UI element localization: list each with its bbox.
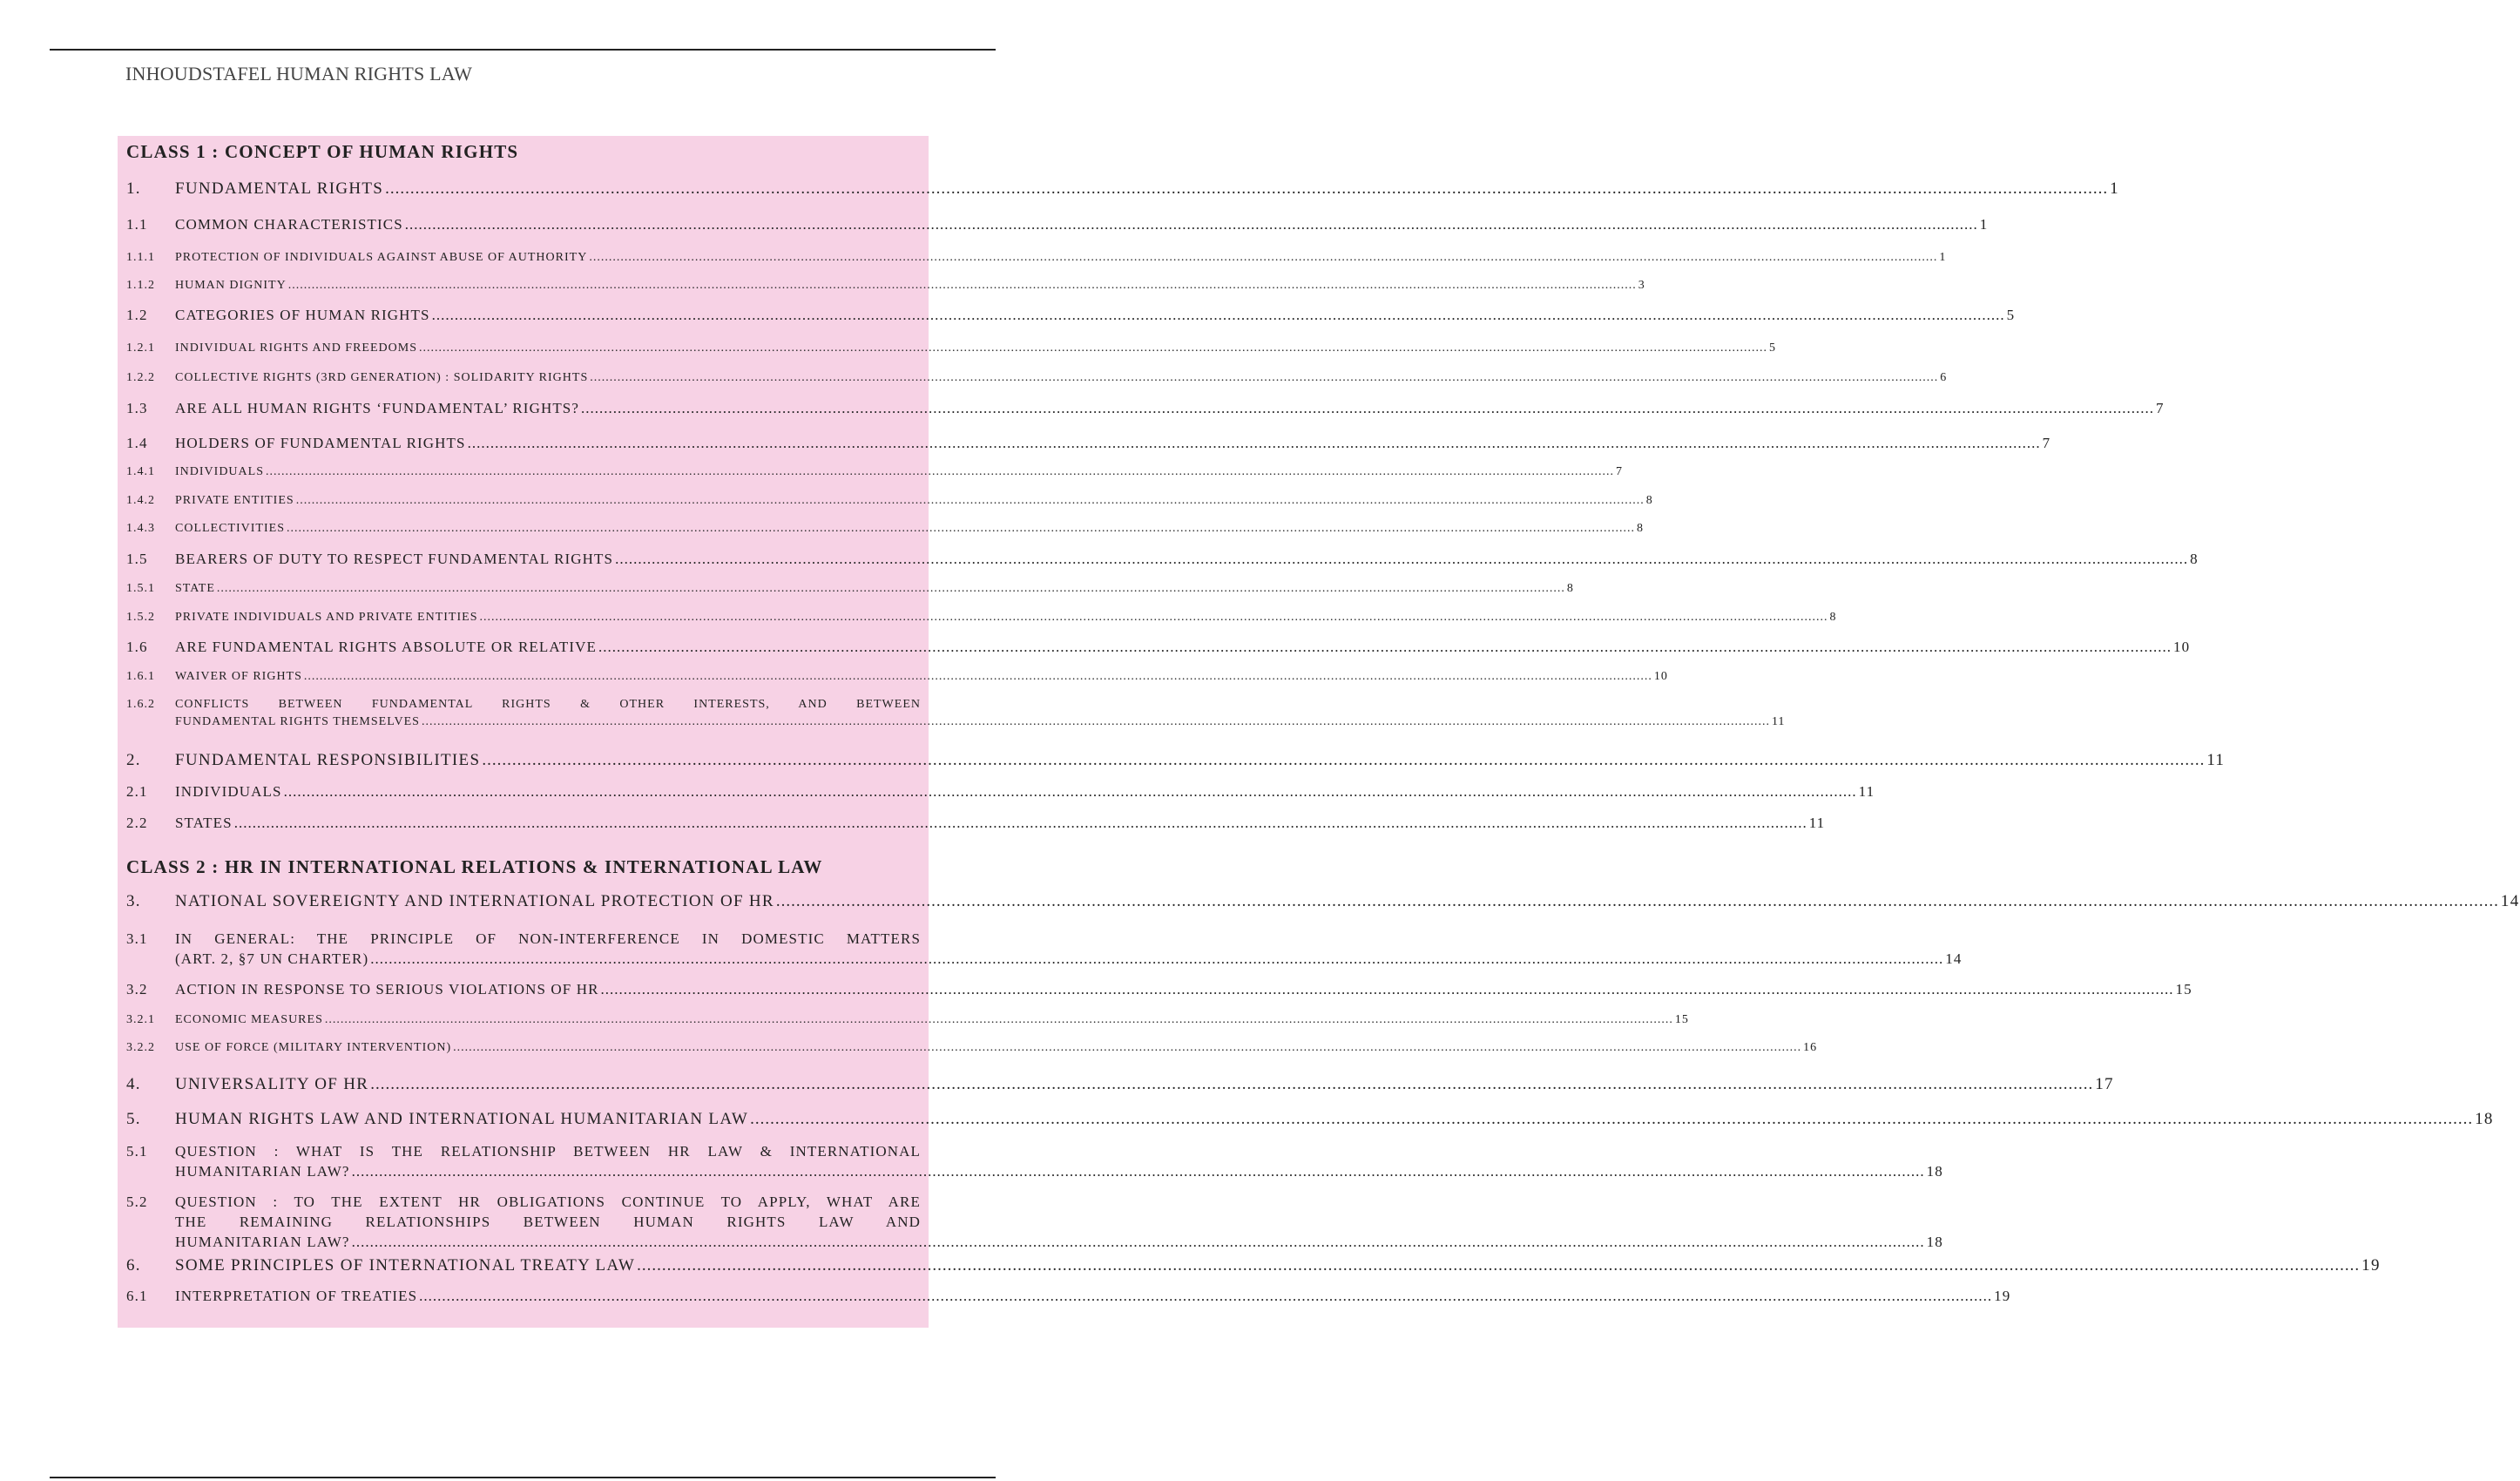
entry-number: 1.2 [126,307,148,323]
toc-entry[interactable] [126,465,1623,479]
entry-number: 1. [126,179,141,198]
toc-entry[interactable] [126,1075,2114,1094]
entry-title-line: (ART. 2, §7 UN CHARTER) [175,950,369,967]
entry-number: 6.1 [126,1288,148,1304]
entry-page: 14 [1945,950,1963,967]
entry-number: 1.2.1 [126,342,155,355]
entry-title: COMMON CHARACTERISTICS [175,216,403,233]
entry-number: 1.4.1 [126,465,155,478]
leader-dots [776,892,2499,911]
leader-dots [453,1041,1801,1055]
leader-dots [234,815,1807,832]
entry-title: ARE FUNDAMENTAL RIGHTS ABSOLUTE OR RELATIVE [175,639,597,655]
toc-entry[interactable] [126,400,2165,417]
entry-page: 7 [2042,435,2051,451]
toc-entry[interactable] [126,494,1653,508]
entry-page: 7 [2156,400,2165,416]
leader-dots [266,465,1614,479]
entry-title: HUMAN DIGNITY [175,279,287,292]
entry-page: 18 [1926,1163,1943,1180]
toc-entry[interactable] [126,670,1668,684]
leader-dots [615,551,2188,568]
entry-number: 1.6 [126,639,148,655]
entry-number: 3.2 [126,981,148,997]
entry-page: 16 [1803,1041,1818,1054]
entry-title: ARE ALL HUMAN RIGHTS ‘FUNDAMENTAL’ RIGHTS? [175,400,580,416]
class-title: CLASS 1 : CONCEPT OF HUMAN RIGHTS [126,141,519,162]
table-of-contents [118,136,2520,1328]
toc-entry[interactable] [126,892,2520,911]
leader-dots [296,494,1645,508]
entry-number: 4. [126,1075,141,1093]
toc-entry[interactable] [126,371,1948,385]
leader-dots [405,216,1978,233]
page-header: INHOUDSTAFEL HUMAN RIGHTS LAW [125,63,473,85]
toc-entry[interactable] [126,251,1947,265]
entry-title-line: THE REMAINING RELATIONSHIPS BETWEEN HUMAN RIGHTS LAW AND [175,1214,921,1230]
entry-page: 1 [2110,179,2119,198]
entry-title: INDIVIDUALS [175,465,264,478]
toc-entry[interactable] [126,1013,1689,1027]
leader-dots [287,522,1635,536]
toc-class-heading [126,141,921,163]
entry-number: 6. [126,1256,141,1275]
entry-number: 1.5.2 [126,611,155,624]
leader-dots [288,279,1637,293]
entry-page: 5 [2006,307,2016,323]
toc-entry[interactable] [126,1110,2494,1129]
entry-title: INTERPRETATION OF TREATIES [175,1288,418,1304]
entry-page: 18 [2475,1110,2494,1128]
entry-number: 1.1.1 [126,251,155,264]
entry-title: HUMAN RIGHTS LAW AND INTERNATIONAL HUMANITARIAN LAW [175,1110,749,1128]
entry-title: ECONOMIC MEASURES [175,1013,323,1026]
toc-entry[interactable] [126,783,1875,801]
leader-dots [482,751,2205,770]
entry-number: 1.2.2 [126,371,155,384]
entry-page: 11 [2206,751,2226,769]
leader-dots [432,307,2005,324]
entry-page: 11 [1858,783,1875,800]
toc-entry[interactable] [126,981,2192,998]
entry-title: PRIVATE ENTITIES [175,494,294,507]
leader-dots [284,783,1857,801]
leader-dots [590,371,1938,385]
top-rule [50,49,996,51]
entry-number: 1.4 [126,435,148,451]
toc-entry[interactable] [126,522,1644,536]
entry-title: SOME PRINCIPLES OF INTERNATIONAL TREATY LAW [175,1256,636,1275]
toc-entry[interactable] [126,639,2191,656]
entry-number: 1.1.2 [126,279,155,292]
leader-dots [589,251,1937,265]
entry-title: PRIVATE INDIVIDUALS AND PRIVATE ENTITIES [175,611,478,624]
entry-page: 18 [1926,1234,1943,1250]
entry-page: 14 [2500,892,2520,910]
entry-title-line: QUESTION : WHAT IS THE RELATIONSHIP BETWEEN HR LAW & INTERNATIONAL [175,1143,921,1160]
toc-entry[interactable] [126,435,2051,452]
leader-dots [217,582,1565,596]
entry-title: USE OF FORCE (MILITARY INTERVENTION) [175,1041,452,1054]
class-title: CLASS 2 : HR IN INTERNATIONAL RELATIONS & INTERNATIONAL LAW [126,856,823,877]
leader-dots [479,611,1828,625]
entry-number: 1.4.2 [126,494,155,507]
entry-number: 1.1 [126,216,148,233]
entry-page: 11 [1808,815,1826,831]
entry-number: 1.3 [126,400,148,416]
toc-entry[interactable] [126,216,1989,233]
entry-number: 1.5 [126,551,148,567]
entry-page: 8 [1645,494,1653,507]
toc-entry[interactable] [126,342,1776,355]
entry-number: 5.1 [126,1143,148,1160]
entry-page: 11 [1771,715,1786,728]
entry-number: 2. [126,751,141,769]
entry-page: 15 [1674,1013,1689,1026]
entry-page: 19 [2361,1256,2381,1275]
entry-title: ACTION IN RESPONSE TO SERIOUS VIOLATIONS OF HR [175,981,599,997]
entry-page: 19 [1994,1288,2011,1304]
toc-entry[interactable] [126,1256,2381,1275]
entry-title: FUNDAMENTAL RIGHTS [175,179,384,198]
toc-entry[interactable] [126,1143,1943,1180]
leader-dots [468,435,2041,452]
entry-title: NATIONAL SOVEREIGNTY AND INTERNATIONAL PROTECTION OF HR [175,892,774,910]
leader-dots [750,1110,2473,1129]
toc-entry[interactable] [126,930,1963,968]
entry-number: 3.2.1 [126,1013,155,1026]
toc-entry[interactable] [126,698,1786,729]
entry-number: 3.1 [126,930,148,947]
toc-entry[interactable] [126,1194,1943,1251]
entry-page: 1 [1979,216,1989,233]
entry-title: STATE [175,582,215,595]
entry-title: HOLDERS OF FUNDAMENTAL RIGHTS [175,435,466,451]
toc-entry[interactable] [126,582,1574,596]
entry-title: FUNDAMENTAL RESPONSIBILITIES [175,751,481,769]
entry-page: 7 [1616,465,1623,478]
leader-dots [419,342,1767,355]
entry-title: CATEGORIES OF HUMAN RIGHTS [175,307,430,323]
entry-title: WAIVER OF RIGHTS [175,670,302,683]
entry-title: INDIVIDUAL RIGHTS AND FREEDOMS [175,342,417,355]
toc-entry[interactable] [126,751,2226,770]
entry-page: 3 [1638,279,1645,292]
toc-entry[interactable] [126,279,1645,293]
leader-dots [304,670,1652,684]
toc-class-heading [126,856,921,878]
entry-page: 5 [1768,342,1776,355]
toc-entry[interactable] [126,815,1826,832]
entry-title-line: IN GENERAL: THE PRINCIPLE OF NON-INTERFERENCE IN DOMESTIC MATTERS [175,930,921,947]
entry-number: 1.4.3 [126,522,155,535]
toc-entry[interactable] [126,611,1837,625]
entry-title-line: QUESTION : TO THE EXTENT HR OBLIGATIONS CONTINUE TO APPLY, WHAT ARE [175,1194,921,1210]
toc-entry[interactable] [126,551,2199,568]
entry-title: COLLECTIVE RIGHTS (3RD GENERATION) : SOLIDARITY RIGHTS [175,371,589,384]
leader-dots [352,1163,1925,1180]
leader-dots [325,1013,1673,1027]
entry-number: 1.6.2 [126,698,155,711]
entry-number: 1.5.1 [126,582,155,595]
entry-title-line: FUNDAMENTAL RIGHTS THEMSELVES [175,715,420,728]
entry-title-line: HUMANITARIAN LAW? [175,1234,350,1250]
entry-number: 1.6.1 [126,670,155,683]
entry-number: 2.2 [126,815,148,831]
leader-dots [385,179,2108,199]
leader-dots [370,950,1943,968]
leader-dots [370,1075,2093,1094]
leader-dots [601,981,2174,998]
entry-number: 2.1 [126,783,148,800]
entry-title: PROTECTION OF INDIVIDUALS AGAINST ABUSE OF AUTHORITY [175,251,588,264]
entry-page: 8 [1636,522,1644,535]
entry-page: 15 [2175,981,2192,997]
entry-number: 5.2 [126,1194,148,1210]
entry-title: STATES [175,815,233,831]
entry-page: 8 [1829,611,1837,624]
leader-dots [419,1288,1992,1305]
entry-page: 8 [1566,582,1574,595]
entry-number: 5. [126,1110,141,1128]
leader-dots [598,639,2172,656]
entry-page: 10 [2173,639,2191,655]
entry-page: 6 [1940,371,1948,384]
entry-title: BEARERS OF DUTY TO RESPECT FUNDAMENTAL RIGHTS [175,551,614,567]
entry-title-line: CONFLICTS BETWEEN FUNDAMENTAL RIGHTS & OTHER INTERESTS, AND BETWEEN [175,698,921,711]
leader-dots [581,400,2154,417]
leader-dots [422,715,1770,729]
entry-title: INDIVIDUALS [175,783,282,800]
leader-dots [352,1234,1925,1251]
toc-entry[interactable] [126,179,2119,199]
entry-page: 10 [1653,670,1668,683]
entry-page: 8 [2190,551,2199,567]
entry-number: 3.2.2 [126,1041,155,1054]
entry-title: UNIVERSALITY OF HR [175,1075,369,1093]
toc-entry[interactable] [126,1288,2011,1305]
entry-page: 1 [1939,251,1947,264]
entry-page: 17 [2095,1075,2114,1093]
toc-entry[interactable] [126,307,2016,324]
entry-number: 3. [126,892,141,910]
leader-dots [637,1256,2360,1275]
entry-title-line: HUMANITARIAN LAW? [175,1163,350,1180]
entry-title: COLLECTIVITIES [175,522,285,535]
toc-entry[interactable] [126,1041,1818,1055]
bottom-rule [50,1477,996,1478]
